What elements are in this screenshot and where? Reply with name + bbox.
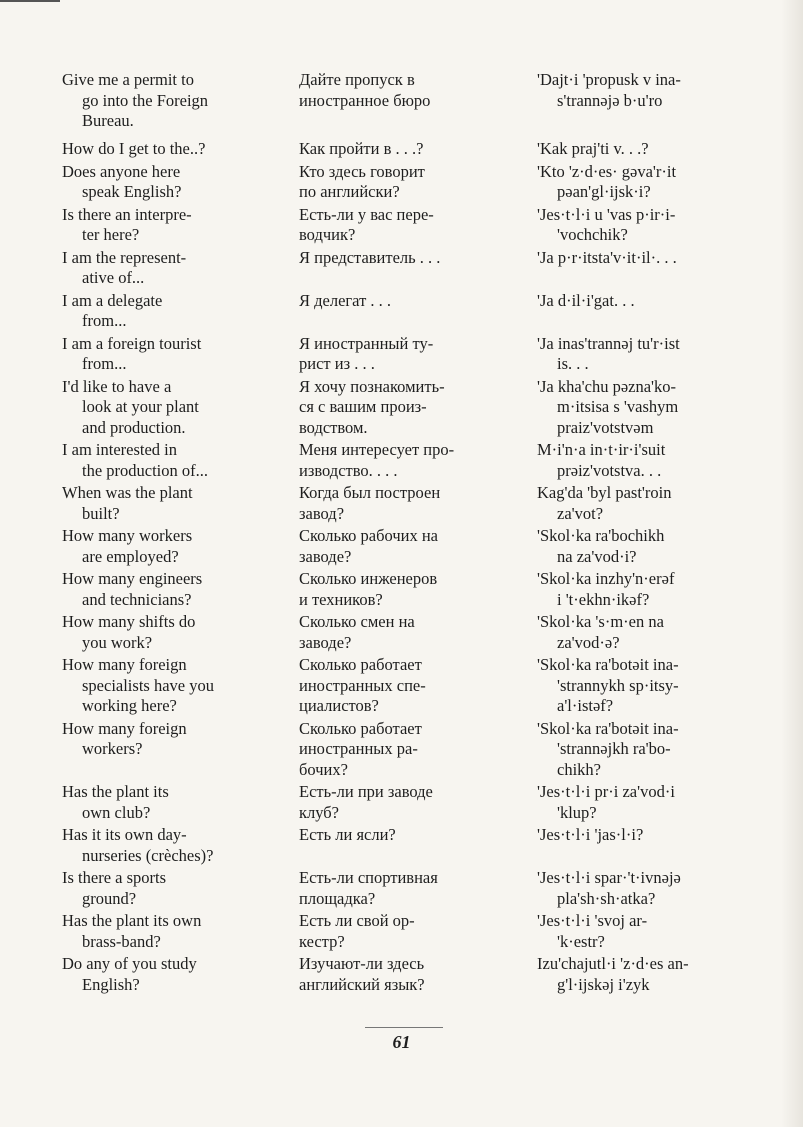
english-phrase-line: built? bbox=[82, 503, 120, 523]
english-phrase-line: Has the plant its bbox=[62, 782, 169, 801]
english-phrase-line: brass-band? bbox=[82, 931, 161, 951]
english-phrase-line: How many workers bbox=[62, 526, 193, 545]
russian-phrase-line: Сколько рабочих на bbox=[299, 526, 438, 545]
transliteration bbox=[537, 911, 787, 952]
english-phrase bbox=[62, 205, 287, 246]
transliteration bbox=[537, 70, 787, 111]
russian-phrase-line: заводе? bbox=[299, 632, 352, 652]
english-phrase-line: Does anyone here bbox=[62, 161, 181, 181]
transliteration-line: praiz'votstvəm bbox=[557, 417, 654, 437]
english-phrase bbox=[62, 569, 287, 610]
transliteration bbox=[537, 440, 787, 481]
russian-phrase-line: Я иностранный ту- bbox=[299, 333, 434, 353]
russian-phrase-line: Сколько работает bbox=[299, 718, 422, 738]
russian-phrase bbox=[299, 139, 529, 160]
english-phrase-line: ground? bbox=[82, 888, 137, 908]
transliteration-line: 'strannykh sp·itsy- bbox=[557, 675, 679, 695]
russian-phrase-line: Я представитель . . . bbox=[299, 247, 441, 267]
top-rule bbox=[0, 0, 60, 2]
russian-phrase bbox=[299, 868, 529, 909]
transliteration-line: 'Ja d·il·i'gat. . . bbox=[537, 290, 635, 310]
russian-phrase bbox=[299, 334, 529, 375]
russian-phrase bbox=[299, 954, 529, 995]
russian-phrase-line: кестр? bbox=[299, 931, 345, 951]
english-phrase-line: ter here? bbox=[82, 225, 140, 244]
transliteration bbox=[537, 719, 787, 781]
transliteration-line: 'Jes·t·l·i pr·i za'vod·i bbox=[537, 782, 675, 801]
page-number-rule bbox=[365, 1027, 443, 1028]
page-number: 61 bbox=[392, 1032, 411, 1052]
english-phrase bbox=[62, 334, 287, 375]
transliteration bbox=[537, 954, 787, 995]
russian-phrase-line: ся с вашим произ- bbox=[299, 397, 427, 416]
russian-phrase bbox=[299, 440, 529, 481]
russian-phrase bbox=[299, 205, 529, 246]
english-phrase-line: I am a foreign tourist bbox=[62, 333, 202, 353]
transliteration-line: na za'vod·i? bbox=[557, 546, 637, 566]
transliteration-line: i 't·ekhn·ikəf? bbox=[557, 589, 650, 609]
transliteration-line: chikh? bbox=[557, 759, 601, 779]
english-phrase bbox=[62, 911, 287, 952]
russian-phrase bbox=[299, 483, 529, 524]
transliteration-line: za'vot? bbox=[557, 503, 604, 523]
russian-phrase-line: Есть-ли спортивная bbox=[299, 868, 438, 887]
transliteration-line: is. . . bbox=[557, 354, 589, 373]
russian-phrase bbox=[299, 782, 529, 823]
transliteration bbox=[537, 825, 787, 846]
transliteration-line: 'Jes·t·l·i spar·'t·ivnəjə bbox=[537, 868, 681, 887]
russian-phrase-line: клуб? bbox=[299, 802, 340, 822]
transliteration bbox=[537, 205, 787, 246]
english-phrase-line: specialists have you bbox=[82, 675, 214, 695]
english-phrase bbox=[62, 483, 287, 524]
english-phrase-line: from... bbox=[82, 354, 127, 373]
english-phrase bbox=[62, 612, 287, 653]
russian-phrase-line: Как пройти в . . .? bbox=[299, 139, 424, 158]
english-phrase bbox=[62, 782, 287, 823]
english-phrase-line: own club? bbox=[82, 802, 151, 822]
russian-phrase bbox=[299, 825, 529, 846]
russian-phrase-line: английский язык? bbox=[299, 974, 425, 994]
russian-phrase-line: Есть-ли у вас пере- bbox=[299, 204, 434, 224]
transliteration-line: 'Ja kha'chu pəzna'ko- bbox=[537, 376, 677, 396]
english-phrase-line: speak English? bbox=[82, 182, 182, 201]
transliteration bbox=[537, 377, 787, 439]
transliteration bbox=[537, 655, 787, 717]
russian-phrase-line: рист из . . . bbox=[299, 354, 375, 373]
russian-phrase-line: циалистов? bbox=[299, 696, 379, 715]
transliteration-line: 'k·estr? bbox=[557, 931, 605, 951]
russian-phrase-line: Сколько смен на bbox=[299, 612, 415, 631]
transliteration-line: 'klup? bbox=[557, 802, 597, 822]
transliteration-line: g'l·ijskəj i'zyk bbox=[557, 974, 650, 994]
english-phrase bbox=[62, 291, 287, 332]
russian-phrase-line: Меня интересует про- bbox=[299, 440, 455, 459]
transliteration-line: m·itsisa s 'vashym bbox=[557, 397, 679, 416]
english-phrase bbox=[62, 719, 287, 760]
english-phrase bbox=[62, 868, 287, 909]
russian-phrase-line: Я хочу познакомить- bbox=[299, 376, 445, 396]
english-phrase-line: go into the Foreign bbox=[82, 90, 209, 110]
english-phrase-line: Is there an interpre- bbox=[62, 204, 192, 224]
russian-phrase-line: иностранное бюро bbox=[299, 90, 431, 110]
english-phrase-line: nurseries (crèches)? bbox=[82, 845, 214, 865]
russian-phrase-line: иностранных спе- bbox=[299, 675, 426, 695]
russian-phrase-line: Есть-ли при заводе bbox=[299, 782, 433, 801]
russian-phrase bbox=[299, 70, 529, 111]
english-phrase-line: look at your plant bbox=[82, 397, 199, 416]
transliteration-line: 'strannəjkh ra'bo- bbox=[557, 739, 671, 758]
english-phrase-line: When was the plant bbox=[62, 483, 193, 502]
english-phrase-line: the production of... bbox=[82, 460, 209, 480]
russian-phrase-line: завод? bbox=[299, 503, 345, 523]
transliteration-line: 'Skol·ka ra'bochikh bbox=[537, 526, 665, 545]
russian-phrase-line: Изучают-ли здесь bbox=[299, 954, 425, 973]
transliteration bbox=[537, 334, 787, 375]
russian-phrase bbox=[299, 526, 529, 567]
english-phrase-line: from... bbox=[82, 311, 127, 330]
transliteration-line: 'Skol·ka ra'botəit ina- bbox=[537, 655, 679, 674]
russian-phrase-line: изводство. . . . bbox=[299, 460, 398, 480]
transliteration-line: 'Ja inas'trannəj tu'r·ist bbox=[537, 333, 680, 353]
transliteration bbox=[537, 782, 787, 823]
english-phrase-line: How many foreign bbox=[62, 718, 187, 738]
transliteration-line: 'Jes·t·l·i 'svoj ar- bbox=[537, 911, 648, 930]
russian-phrase-line: площадка? bbox=[299, 888, 376, 908]
transliteration bbox=[537, 139, 787, 160]
english-phrase-line: workers? bbox=[82, 739, 143, 758]
transliteration-line: prəiz'votstva. . . bbox=[557, 460, 662, 480]
english-phrase bbox=[62, 248, 287, 289]
russian-phrase bbox=[299, 377, 529, 439]
russian-phrase bbox=[299, 162, 529, 203]
russian-phrase-line: по английски? bbox=[299, 182, 400, 201]
english-phrase-line: I'd like to have a bbox=[62, 376, 172, 396]
english-phrase-line: and production. bbox=[82, 417, 186, 437]
transliteration-line: 'vochchik? bbox=[557, 225, 628, 244]
russian-phrase-line: и техников? bbox=[299, 589, 383, 609]
transliteration-line: Kag'da 'byl past'roin bbox=[537, 483, 672, 502]
russian-phrase-line: бочих? bbox=[299, 759, 348, 779]
russian-phrase-line: заводе? bbox=[299, 546, 352, 566]
transliteration-line: pəan'gl·ijsk·i? bbox=[557, 182, 651, 201]
english-phrase bbox=[62, 526, 287, 567]
english-phrase-line: I am interested in bbox=[62, 440, 178, 459]
transliteration bbox=[537, 868, 787, 909]
russian-phrase bbox=[299, 569, 529, 610]
transliteration-line: 'Jes·t·l·i u 'vas p·ir·i- bbox=[537, 204, 676, 224]
english-phrase-line: How many foreign bbox=[62, 655, 187, 674]
transliteration-line: 'Jes·t·l·i 'jas·l·i? bbox=[537, 825, 644, 844]
transliteration-line: s'trannəjə b·u'ro bbox=[557, 90, 663, 110]
russian-phrase-line: Я делегат . . . bbox=[299, 290, 392, 310]
russian-phrase-line: Сколько инженеров bbox=[299, 569, 438, 588]
russian-phrase bbox=[299, 655, 529, 717]
transliteration bbox=[537, 162, 787, 203]
russian-phrase-line: Дайте пропуск в bbox=[299, 70, 415, 89]
russian-phrase-line: Сколько работает bbox=[299, 655, 422, 674]
english-phrase-line: Has the plant its own bbox=[62, 911, 202, 930]
english-phrase-line: Give me a permit to bbox=[62, 70, 194, 89]
russian-phrase-line: Кто здесь говорит bbox=[299, 161, 425, 181]
english-phrase-line: How do I get to the..? bbox=[62, 139, 206, 158]
russian-phrase bbox=[299, 612, 529, 653]
english-phrase-line: Do any of you study bbox=[62, 954, 197, 973]
russian-phrase bbox=[299, 719, 529, 781]
russian-phrase bbox=[299, 291, 529, 312]
russian-phrase-line: водством. bbox=[299, 417, 368, 437]
english-phrase-line: are employed? bbox=[82, 546, 179, 566]
russian-phrase-line: Когда был построен bbox=[299, 483, 441, 502]
english-phrase-line: How many shifts do bbox=[62, 612, 196, 631]
english-phrase bbox=[62, 139, 287, 160]
transliteration-line: 'Ja p·r·itsta'v·it·il·. . . bbox=[537, 247, 677, 267]
russian-phrase-line: водчик? bbox=[299, 225, 356, 244]
english-phrase bbox=[62, 70, 287, 132]
russian-phrase-line: Есть ли ясли? bbox=[299, 825, 396, 844]
transliteration-line: Izu'chajutl·i 'z·d·es an- bbox=[537, 954, 689, 973]
english-phrase-line: and technicians? bbox=[82, 589, 192, 609]
english-phrase bbox=[62, 162, 287, 203]
english-phrase-line: Is there a sports bbox=[62, 868, 167, 887]
english-phrase bbox=[62, 655, 287, 717]
transliteration-line: 'Dajt·i 'propusk v ina- bbox=[537, 70, 681, 89]
transliteration-line: M·i'n·a in·t·ir·i'suit bbox=[537, 440, 666, 459]
transliteration bbox=[537, 526, 787, 567]
english-phrase-line: ative of... bbox=[82, 268, 145, 287]
transliteration bbox=[537, 248, 787, 269]
english-phrase-line: I am a delegate bbox=[62, 290, 163, 310]
russian-phrase-line: иностранных ра- bbox=[299, 739, 418, 758]
transliteration-line: 'Skol·ka inzhy'n·erəf bbox=[537, 569, 675, 588]
english-phrase-line: I am the represent- bbox=[62, 247, 187, 267]
english-phrase bbox=[62, 825, 287, 866]
english-phrase bbox=[62, 954, 287, 995]
transliteration bbox=[537, 612, 787, 653]
english-phrase-line: How many engineers bbox=[62, 569, 203, 588]
transliteration-line: 'Skol·ka 's·m·en na bbox=[537, 612, 664, 631]
russian-phrase-line: Есть ли свой ор- bbox=[299, 911, 415, 930]
transliteration-line: 'Skol·ka ra'botəit ina- bbox=[537, 718, 679, 738]
transliteration bbox=[537, 291, 787, 312]
transliteration-line: a'l·istəf? bbox=[557, 696, 614, 715]
transliteration bbox=[537, 483, 787, 524]
transliteration-line: 'Kto 'z·d·es· gəva'r·it bbox=[537, 161, 677, 181]
english-phrase-line: Has it its own day- bbox=[62, 825, 187, 844]
russian-phrase bbox=[299, 248, 529, 269]
english-phrase bbox=[62, 440, 287, 481]
english-phrase-line: working here? bbox=[82, 696, 177, 715]
transliteration-line: 'Kak praj'ti v. . .? bbox=[537, 139, 649, 158]
transliteration-line: za'vod·ə? bbox=[557, 632, 620, 652]
english-phrase-line: English? bbox=[82, 974, 140, 994]
english-phrase-line: you work? bbox=[82, 632, 153, 652]
english-phrase-line: Bureau. bbox=[82, 111, 134, 130]
transliteration bbox=[537, 569, 787, 610]
english-phrase bbox=[62, 377, 287, 439]
russian-phrase bbox=[299, 911, 529, 952]
transliteration-line: pla'sh·sh·atka? bbox=[557, 888, 656, 908]
